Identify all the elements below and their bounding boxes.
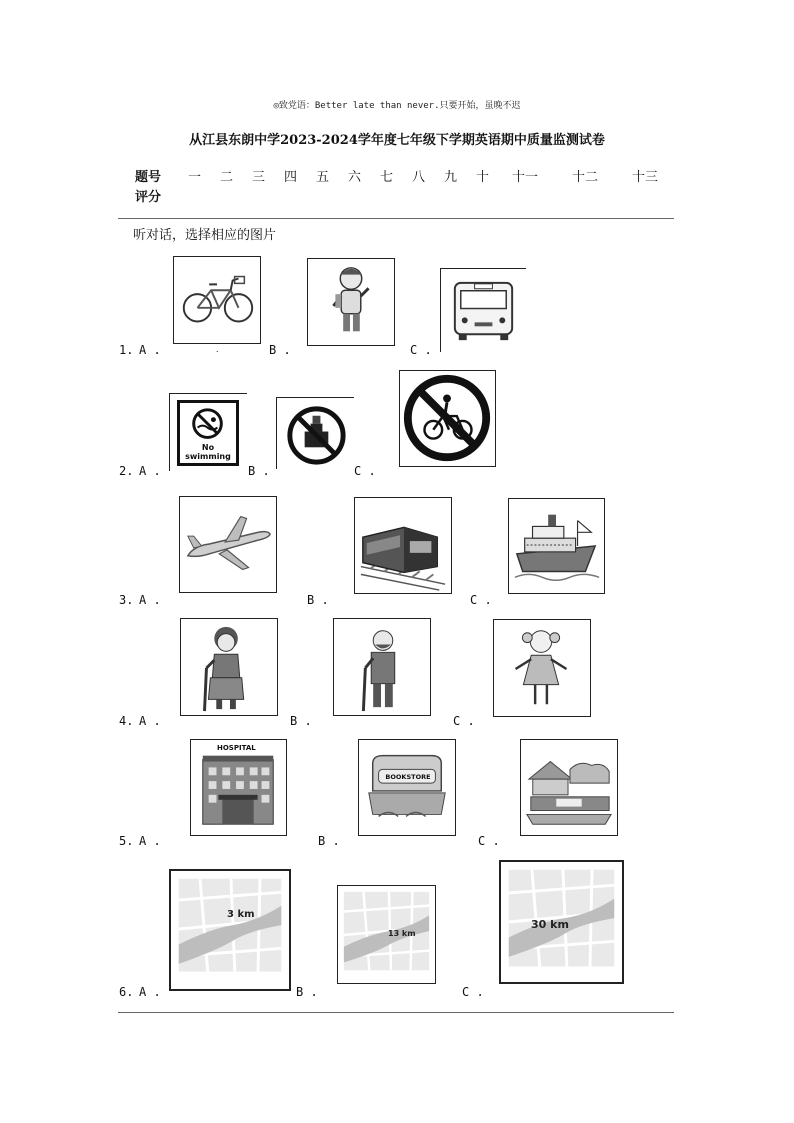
q3-image-c-ship[interactable]: [508, 498, 605, 594]
question-6-number: 6.: [119, 985, 134, 999]
q2-image-c-no-cycling[interactable]: [399, 370, 496, 467]
q6-image-c-map-30km[interactable]: [499, 860, 624, 984]
question-1-option-c[interactable]: C .: [410, 343, 432, 357]
score-row-label-score: 评分: [135, 190, 162, 205]
score-col-3: 三: [252, 170, 266, 185]
bookstore-sign-text: BOOKSTORE: [385, 773, 431, 781]
bookstore-icon: [359, 740, 455, 835]
question-5-option-a[interactable]: A .: [139, 834, 161, 848]
score-col-1: 一: [188, 170, 202, 185]
question-3-number: 3.: [119, 593, 134, 607]
question-4-option-b[interactable]: B .: [290, 714, 312, 728]
no-swimming-sign-text: No swimming: [185, 443, 231, 461]
score-row-label-question: 题号: [135, 170, 162, 185]
score-col-2: 二: [220, 170, 234, 185]
header-divider: [118, 218, 674, 219]
score-col-9: 九: [444, 170, 458, 185]
plane-icon: [180, 497, 276, 592]
q1-image-b-boy-walking[interactable]: [307, 258, 395, 346]
score-col-4: 四: [284, 170, 298, 185]
question-1-number: 1.: [119, 343, 134, 357]
train-icon: [355, 498, 451, 593]
score-col-6: 六: [348, 170, 362, 185]
section-instruction: 听对话，选择相应的图片: [133, 228, 277, 243]
q2-image-b-no-camera[interactable]: [276, 397, 354, 469]
no-camera-icon: [277, 398, 354, 469]
hospital-icon: [191, 740, 286, 835]
boy-icon: [308, 259, 394, 345]
question-3-option-c[interactable]: C .: [470, 593, 492, 607]
map-b-distance-label: 13 km: [388, 929, 416, 938]
question-4-number: 4.: [119, 714, 134, 728]
q2-image-a-no-swimming[interactable]: [169, 393, 247, 471]
old-woman-icon: [181, 619, 277, 715]
question-3-option-a[interactable]: A .: [139, 593, 161, 607]
exam-title: 从江县东朗中学2023-2024学年度七年级下学期英语期中质量监测试卷: [189, 133, 605, 148]
score-col-10: 十: [476, 170, 490, 185]
score-col-8: 八: [412, 170, 426, 185]
question-2-option-a[interactable]: A .: [139, 464, 161, 478]
q6-image-b-map-13km[interactable]: [337, 885, 436, 984]
bicycle-icon: [174, 257, 260, 343]
ship-icon: [509, 499, 604, 593]
question-3-option-b[interactable]: B .: [307, 593, 329, 607]
girl-icon: [494, 620, 590, 716]
bus-icon: [441, 269, 526, 352]
question-6-option-a[interactable]: A .: [139, 985, 161, 999]
score-col-7: 七: [380, 170, 394, 185]
no-cycling-icon: [400, 371, 495, 466]
q3-image-b-train[interactable]: [354, 497, 452, 594]
q1-image-c-bus[interactable]: [440, 268, 526, 352]
score-col-12: 十二: [572, 170, 599, 185]
q5-image-a-hospital[interactable]: [190, 739, 287, 836]
question-2-option-c[interactable]: C .: [354, 464, 376, 478]
question-4-option-c[interactable]: C .: [453, 714, 475, 728]
score-col-11: 十一: [512, 170, 539, 185]
question-1-option-b[interactable]: B .: [269, 343, 291, 357]
question-5-option-b[interactable]: B .: [318, 834, 340, 848]
hospital-sign-text: HOSPITAL: [217, 744, 256, 752]
motto-line: ◎致党语：Better late than never.只要开始，虽晚不迟: [273, 101, 521, 111]
q5-image-b-bookstore[interactable]: [358, 739, 456, 836]
street-icon: [521, 740, 617, 835]
q4-image-c-girl[interactable]: [493, 619, 591, 717]
question-2-option-b[interactable]: B .: [248, 464, 270, 478]
q4-image-b-old-man[interactable]: [333, 618, 431, 716]
map-icon: [171, 871, 289, 989]
q4-image-a-old-woman[interactable]: [180, 618, 278, 716]
question-4-option-a[interactable]: A .: [139, 714, 161, 728]
map-icon: [338, 886, 435, 983]
question-2-number: 2.: [119, 464, 134, 478]
q6-image-a-map-3km[interactable]: [169, 869, 291, 991]
question-5-option-c[interactable]: C .: [478, 834, 500, 848]
map-a-distance-label: 3 km: [227, 909, 255, 920]
q1-image-a-bicycle[interactable]: [173, 256, 261, 344]
map-c-distance-label: 30 km: [531, 918, 569, 931]
score-col-13: 十三: [632, 170, 659, 185]
question-1-option-a[interactable]: A .: [139, 343, 161, 357]
footer-divider: [118, 1012, 674, 1013]
question-6-option-b[interactable]: B .: [296, 985, 318, 999]
q3-image-a-plane[interactable]: [179, 496, 277, 593]
score-col-5: 五: [316, 170, 330, 185]
question-6-option-c[interactable]: C .: [462, 985, 484, 999]
q5-image-c-street-shops[interactable]: [520, 739, 618, 836]
old-man-icon: [334, 619, 430, 715]
question-5-number: 5.: [119, 834, 134, 848]
